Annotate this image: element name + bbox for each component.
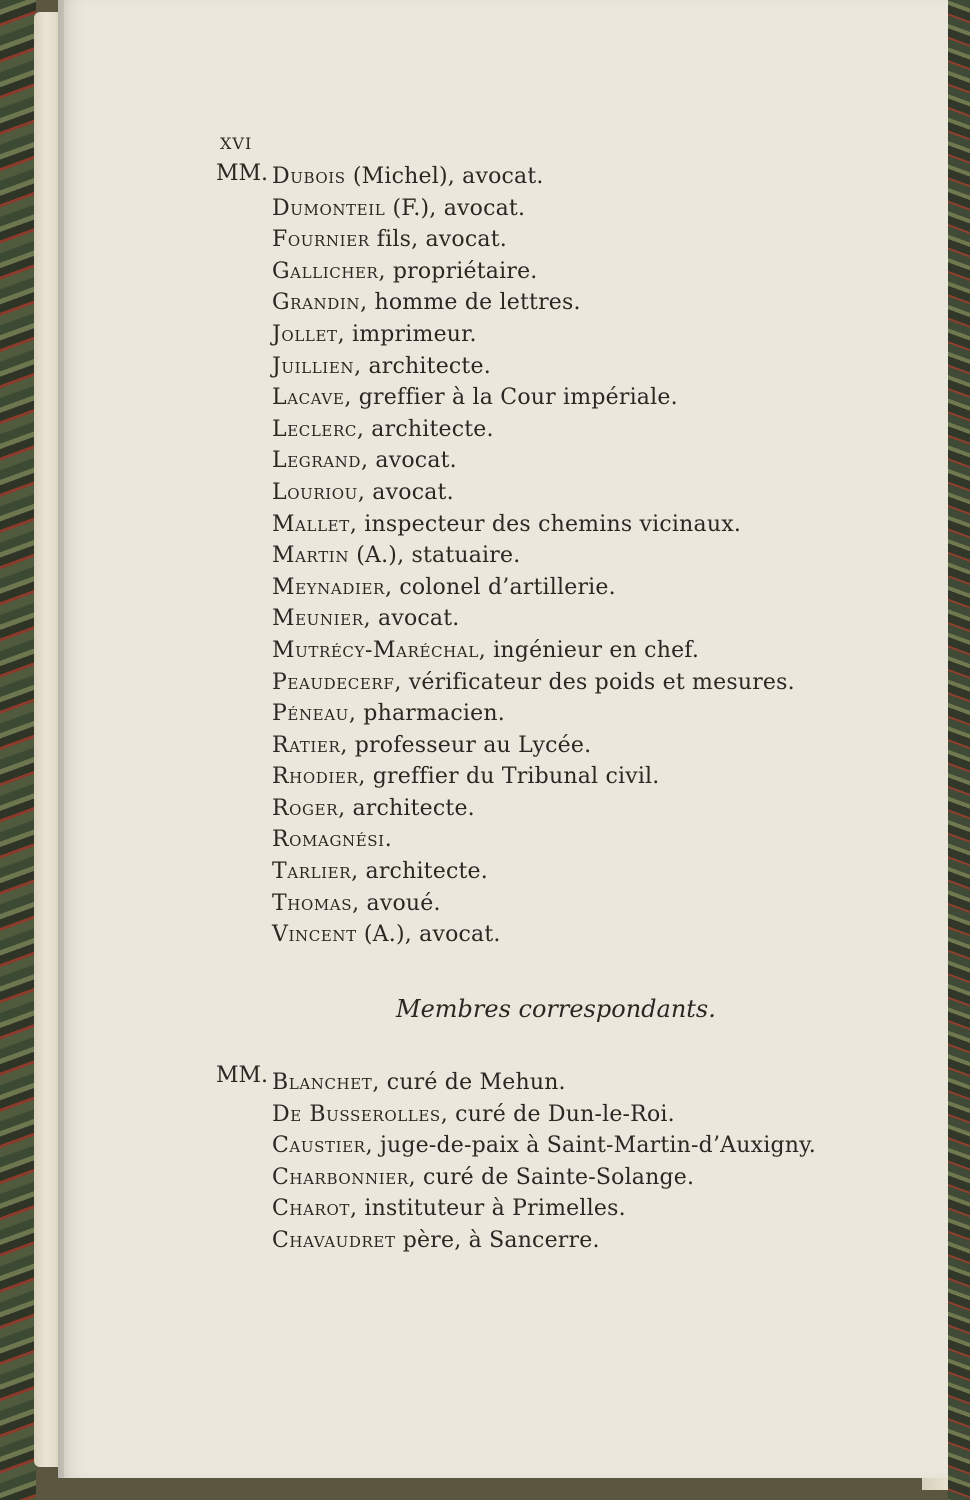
list-item: Mallet, inspecteur des chemins vicinaux. bbox=[272, 511, 742, 537]
list-item: Juillien, architecte. bbox=[272, 353, 491, 379]
page-number: XVI bbox=[220, 134, 253, 153]
members-prefix: MM. bbox=[216, 161, 269, 186]
list-item: Péneau, pharmacien. bbox=[272, 701, 505, 727]
list-item: Legrand, avocat. bbox=[272, 448, 457, 474]
list-item: Thomas, avoué. bbox=[272, 890, 441, 916]
list-item: Jollet, imprimeur. bbox=[272, 321, 477, 347]
list-item: Lacave, greffier à la Cour impériale. bbox=[272, 385, 678, 411]
list-item: Mutrécy-Maréchal, ingénieur en chef. bbox=[272, 637, 700, 663]
correspondents-prefix: MM. bbox=[216, 1063, 269, 1088]
list-item: Fournier fils, avocat. bbox=[272, 227, 507, 253]
correspondents-list bbox=[272, 1067, 816, 1257]
list-item: Grandin, homme de lettres. bbox=[272, 290, 581, 316]
list-item: Caustier, juge-de-paix à Saint-Martin-d’Auxigny. bbox=[272, 1133, 816, 1159]
list-item: Rhodier, greffier du Tribunal civil. bbox=[272, 764, 660, 790]
list-item: De Busserolles, curé de Dun-le-Roi. bbox=[272, 1101, 675, 1127]
list-item: Louriou, avocat. bbox=[272, 479, 454, 505]
list-item: Ratier, professeur au Lycée. bbox=[272, 732, 592, 758]
list-item: Romagnési. bbox=[272, 827, 392, 853]
list-item: Leclerc, architecte. bbox=[272, 416, 494, 442]
list-item: Blanchet, curé de Mehun. bbox=[272, 1070, 566, 1095]
members-list bbox=[272, 161, 795, 951]
list-item: Roger, architecte. bbox=[272, 795, 475, 821]
list-item: Dubois (Michel), avocat. bbox=[272, 164, 544, 189]
list-item: Tarlier, architecte. bbox=[272, 859, 488, 885]
list-item: Charot, instituteur à Primelles. bbox=[272, 1196, 626, 1222]
list-item: Gallicher, propriétaire. bbox=[272, 258, 538, 284]
marbled-endpaper-right bbox=[948, 0, 970, 1500]
marbled-endpaper-left bbox=[0, 0, 36, 1500]
list-item: Vincent (A.), avocat. bbox=[272, 922, 501, 948]
list-item: Dumonteil (F.), avocat. bbox=[272, 195, 526, 221]
list-item: Peaudecerf, vérificateur des poids et mesures. bbox=[272, 669, 795, 695]
list-item: Martin (A.), statuaire. bbox=[272, 543, 521, 569]
list-item: Chavaudret père, à Sancerre. bbox=[272, 1227, 600, 1253]
list-item: Meunier, avocat. bbox=[272, 606, 460, 632]
list-item: Meynadier, colonel d’artillerie. bbox=[272, 574, 616, 600]
list-item: Charbonnier, curé de Sainte-Solange. bbox=[272, 1164, 695, 1190]
section-heading: Membres correspondants. bbox=[396, 995, 716, 1023]
gutter-shadow bbox=[58, 0, 64, 1478]
